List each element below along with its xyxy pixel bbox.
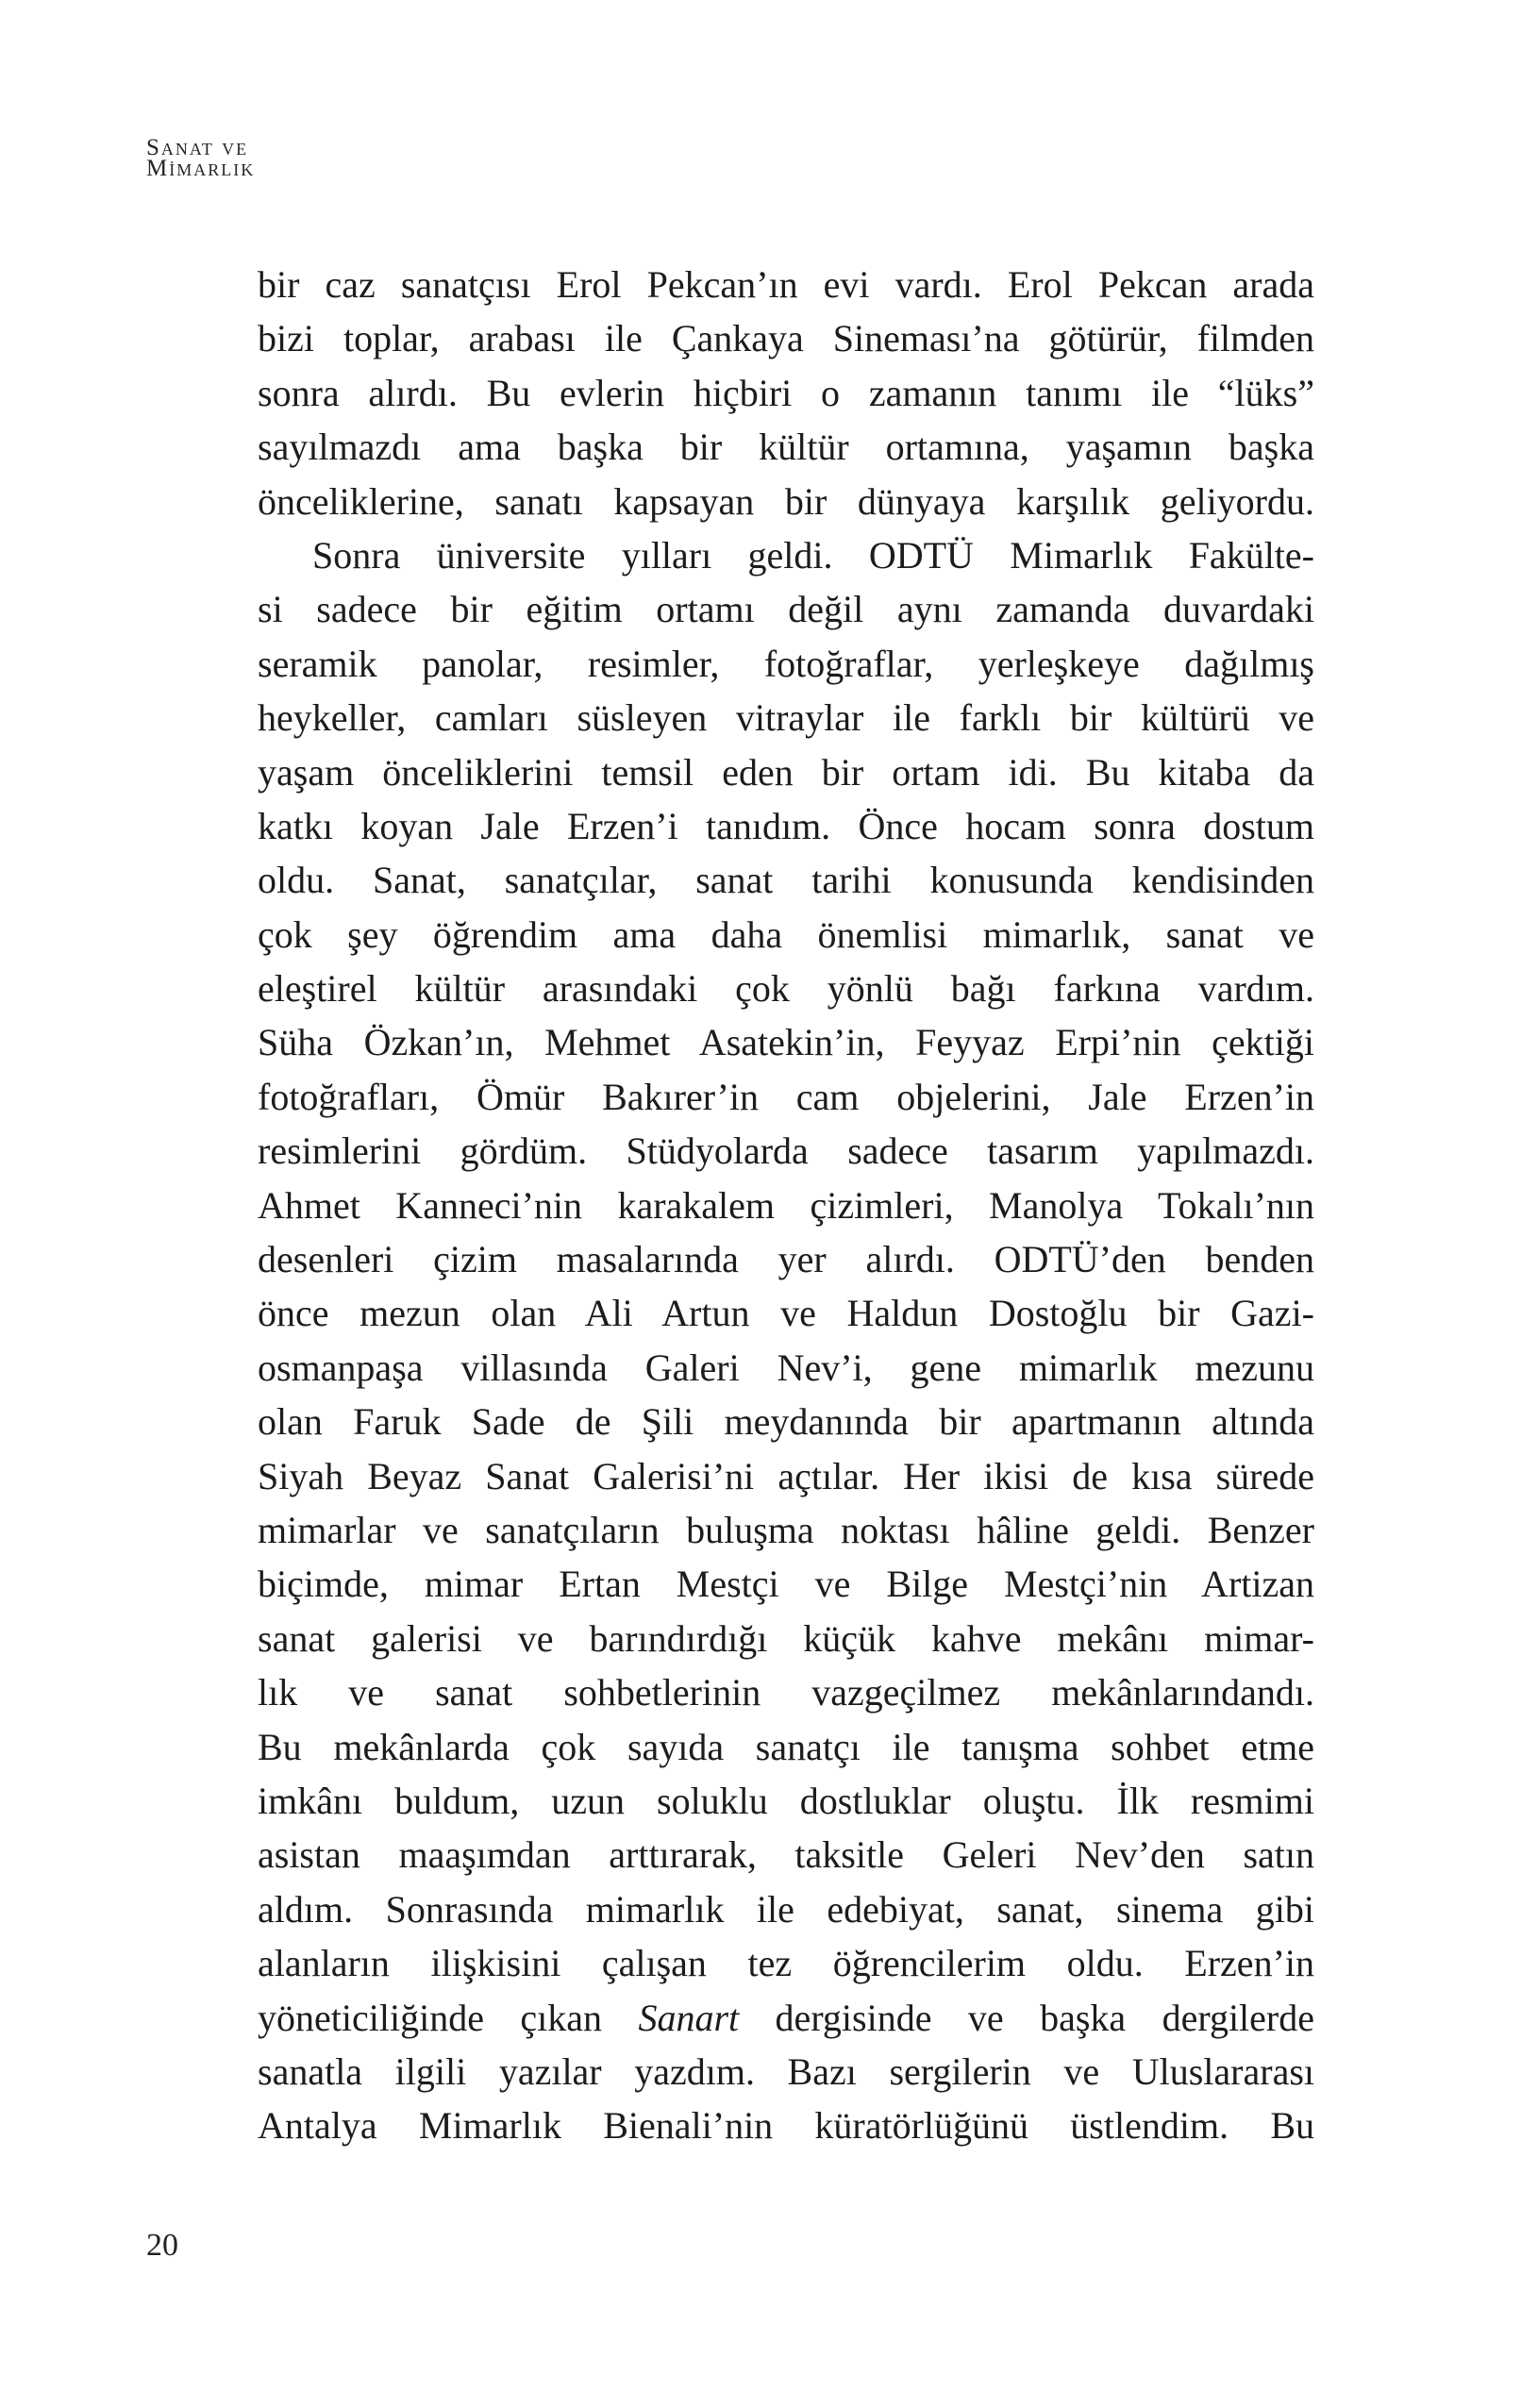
text-line: yaşam önceliklerini temsil eden bir ortam idi. Bu kitaba da [258,750,1314,794]
running-header-line-2: Mimarlık [146,155,256,181]
text-line: Süha Özkan’ın, Mehmet Asatekin’in, Feyyaz Erpi’nin çektiği [258,1021,1314,1064]
text-line: oldu. Sanat, sanatçılar, sanat tarihi konusunda kendisinden [258,859,1314,902]
text-line: Antalya Mimarlık Bienali’nin küratörlüğünü üstlendim. Bu [258,2104,1314,2148]
text-line: imkânı buldum, uzun soluklu dostluklar oluştu. İlk resmimi [258,1779,1314,1822]
running-header-line-1: Sanat ve [146,135,249,160]
text-line: biçimde, mimar Ertan Mestçi ve Bilge Mestçi’nin Artizan [258,1563,1314,1606]
text-line: mimarlar ve sanatçıların buluşma noktası hâline geldi. Benzer [258,1508,1314,1551]
text-line: heykeller, camları süsleyen vitraylar ile farklı bir kültürü ve [258,696,1314,740]
text-line: osmanpaşa villasında Galeri Nev’i, gene mimarlık mezunu [258,1346,1314,1389]
text-line: Bu mekânlarda çok sayıda sanatçı ile tanışma sohbet etme [258,1725,1314,1768]
page-number: 20 [146,2228,178,2263]
running-header [146,135,256,181]
text-line: asistan maaşımdan arttırarak, taksitle Geleri Nev’den satın [258,1833,1314,1877]
text-line: katkı koyan Jale Erzen’i tanıdım. Önce hocam sonra dostum [258,804,1314,847]
text-line: sayılmazdı ama başka bir kültür ortamına, yaşamın başka [258,426,1314,469]
text-line: sonra alırdı. Bu evlerin hiçbiri o zamanın tanımı ile “lüks” [258,371,1314,414]
text-line: bizi toplar, arabası ile Çankaya Sineması’na götürür, filmden [258,317,1314,360]
text-line: önceliklerine, sanatı kapsayan bir dünyaya karşılık geliyordu. [258,479,1314,523]
text-line: lık ve sanat sohbetlerinin vazgeçilmez mekânlarındandı. [258,1671,1314,1714]
text-line: bir caz sanatçısı Erol Pekcan’ın evi vardı. Erol Pekcan arada [258,263,1314,306]
text-line: olan Faruk Sade de Şili meydanında bir apartmanın altında [258,1400,1314,1444]
text-line: sanat galerisi ve barındırdığı küçük kahve mekânı mimar- [258,1616,1314,1660]
text-line: Sonra üniversite yılları geldi. ODTÜ Mimarlık Fakülte- [312,533,1314,577]
text-line: önce mezun olan Ali Artun ve Haldun Dostoğlu bir Gazi- [258,1292,1314,1335]
text-line: desenleri çizim masalarında yer alırdı. ODTÜ’den benden [258,1238,1314,1281]
text-line: eleştirel kültür arasındaki çok yönlü bağı farkına vardım. [258,967,1314,1011]
text-line: seramik panolar, resimler, fotoğraflar, yerleşkeye dağılmış [258,642,1314,685]
body-text [258,258,1314,2153]
text-line: sanatla ilgili yazılar yazdım. Bazı sergilerin ve Uluslararası [258,2049,1314,2093]
text-line: çok şey öğrendim ama daha önemlisi mimarlık, sanat ve [258,912,1314,956]
text-line: resimlerini gördüm. Stüdyolarda sadece tasarım yapılmazdı. [258,1129,1314,1173]
text-line: Siyah Beyaz Sanat Galerisi’ni açtılar. Her ikisi de kısa sürede [258,1454,1314,1497]
text-line: si sadece bir eğitim ortamı değil aynı zamanda duvardaki [258,588,1314,631]
text-line: alanların ilişkisini çalışan tez öğrencilerim oldu. Erzen’in [258,1942,1314,1985]
text-line: fotoğrafları, Ömür Bakırer’in cam objelerini, Jale Erzen’in [258,1075,1314,1118]
text-line: aldım. Sonrasında mimarlık ile edebiyat, sanat, sinema gibi [258,1887,1314,1931]
text-line: Ahmet Kanneci’nin karakalem çizimleri, Manolya Tokalı’nın [258,1183,1314,1227]
text-line: yöneticiliğinde çıkan Sanart dergisinde ve başka dergilerde [258,1996,1314,2039]
